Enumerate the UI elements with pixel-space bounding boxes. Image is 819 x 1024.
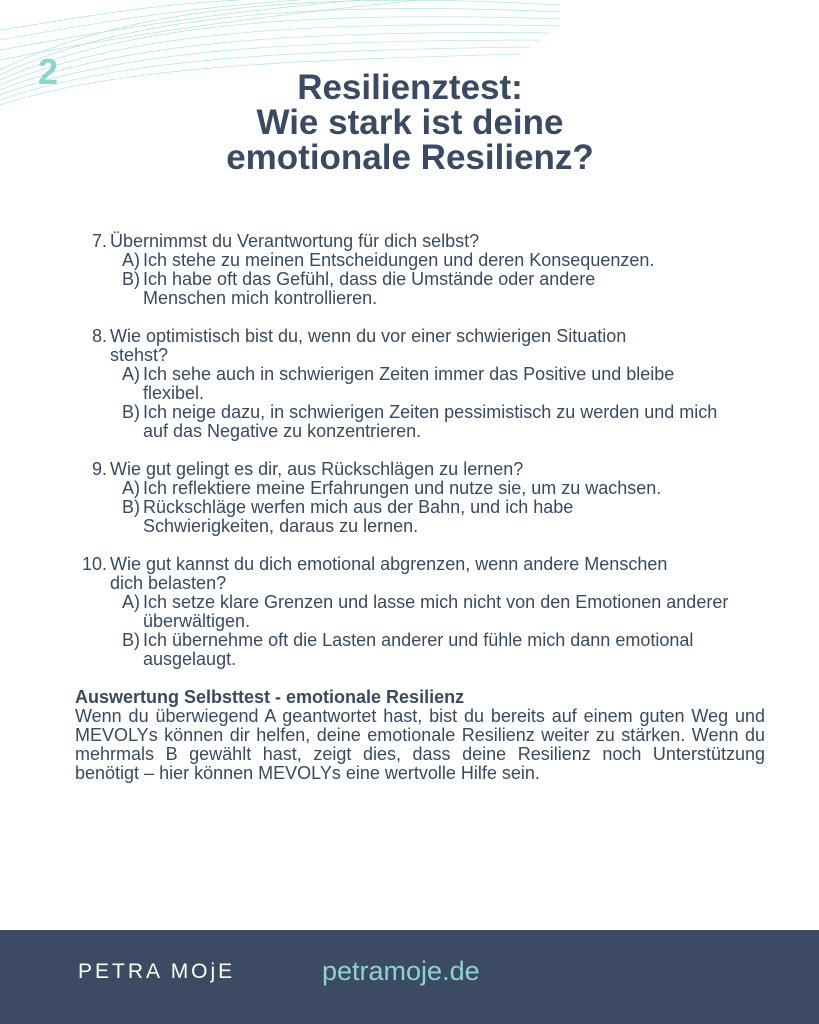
option-b [110, 498, 775, 536]
option-a [110, 365, 775, 403]
question-number: 8. [91, 326, 107, 346]
option-letter: A) [122, 364, 140, 384]
question-10 [75, 555, 775, 669]
question-7 [75, 232, 775, 308]
footer-bar [0, 930, 819, 1024]
option-a [110, 251, 775, 270]
question-number: 10. [81, 554, 107, 574]
evaluation-section [75, 688, 765, 783]
title-line-3: emotionale Resilienz? [226, 138, 594, 177]
evaluation-title: Auswertung Selbsttest - emotionale Resilienz [75, 687, 465, 707]
page-title [150, 70, 670, 175]
option-letter: B) [122, 497, 140, 517]
question-text: Wie gut kannst du dich emotional abgrenzen, wenn andere Menschen dich belasten? [110, 554, 668, 593]
website-link[interactable]: petramoje.de [322, 956, 480, 986]
option-letter: B) [122, 269, 140, 289]
option-b [110, 270, 775, 308]
option-text: Rückschläge werfen mich aus der Bahn, und ich habe Schwierigkeiten, daraus zu lernen. [143, 497, 574, 536]
option-text: Ich reflektiere meine Erfahrungen und nutze sie, um zu wachsen. [143, 478, 662, 498]
option-letter: B) [122, 630, 140, 650]
option-text: Ich setze klare Grenzen und lasse mich nicht von den Emotionen anderer überwältigen. [143, 592, 729, 631]
page-number: 2 [38, 51, 59, 92]
option-letter: A) [122, 592, 140, 612]
evaluation-text: Wenn du überwiegend A geantwortet hast, bist du bereits auf einem guten Weg und MEVOLYs können dir helfen, deine emotionale Resilienz weiter zu stärken. Wenn du mehrmals B gewählt hast, zeigt dies, dass deine Resilienz noch Unterstützung benötigt – hier können MEVOLYs eine wertvolle Hilfe sein. [75, 706, 765, 783]
option-text: Ich sehe auch in schwierigen Zeiten immer das Positive und bleibe flexibel. [143, 364, 675, 403]
question-8 [75, 327, 775, 441]
option-letter: A) [122, 250, 140, 270]
question-text: Übernimmst du Verantwortung für dich selbst? [110, 231, 480, 251]
option-b [110, 403, 775, 441]
option-text: Ich habe oft das Gefühl, dass die Umstände oder andere Menschen mich kontrollieren. [143, 269, 596, 308]
option-letter: A) [122, 478, 140, 498]
question-text: Wie optimistisch bist du, wenn du vor einer schwierigen Situation stehst? [110, 326, 627, 365]
option-a [110, 593, 775, 631]
title-line-1: Resilienztest: [297, 68, 523, 107]
question-9 [75, 460, 775, 536]
question-number: 9. [91, 459, 107, 479]
question-number: 7. [91, 231, 107, 251]
option-text: Ich übernehme oft die Lasten anderer und fühle mich dann emotional ausgelaugt. [143, 630, 694, 669]
option-text: Ich stehe zu meinen Entscheidungen und deren Konsequenzen. [143, 250, 655, 270]
option-text: Ich neige dazu, in schwierigen Zeiten pessimistisch zu werden und mich auf das Negative zu konzentrieren. [143, 402, 718, 441]
question-text: Wie gut gelingt es dir, aus Rückschlägen zu lernen? [110, 459, 524, 479]
title-line-2: Wie stark ist deine [256, 103, 564, 142]
question-list [75, 232, 775, 688]
option-b [110, 631, 775, 669]
option-a [110, 479, 775, 498]
brand-logo: PETRA MOjE [78, 960, 236, 983]
option-letter: B) [122, 402, 140, 422]
